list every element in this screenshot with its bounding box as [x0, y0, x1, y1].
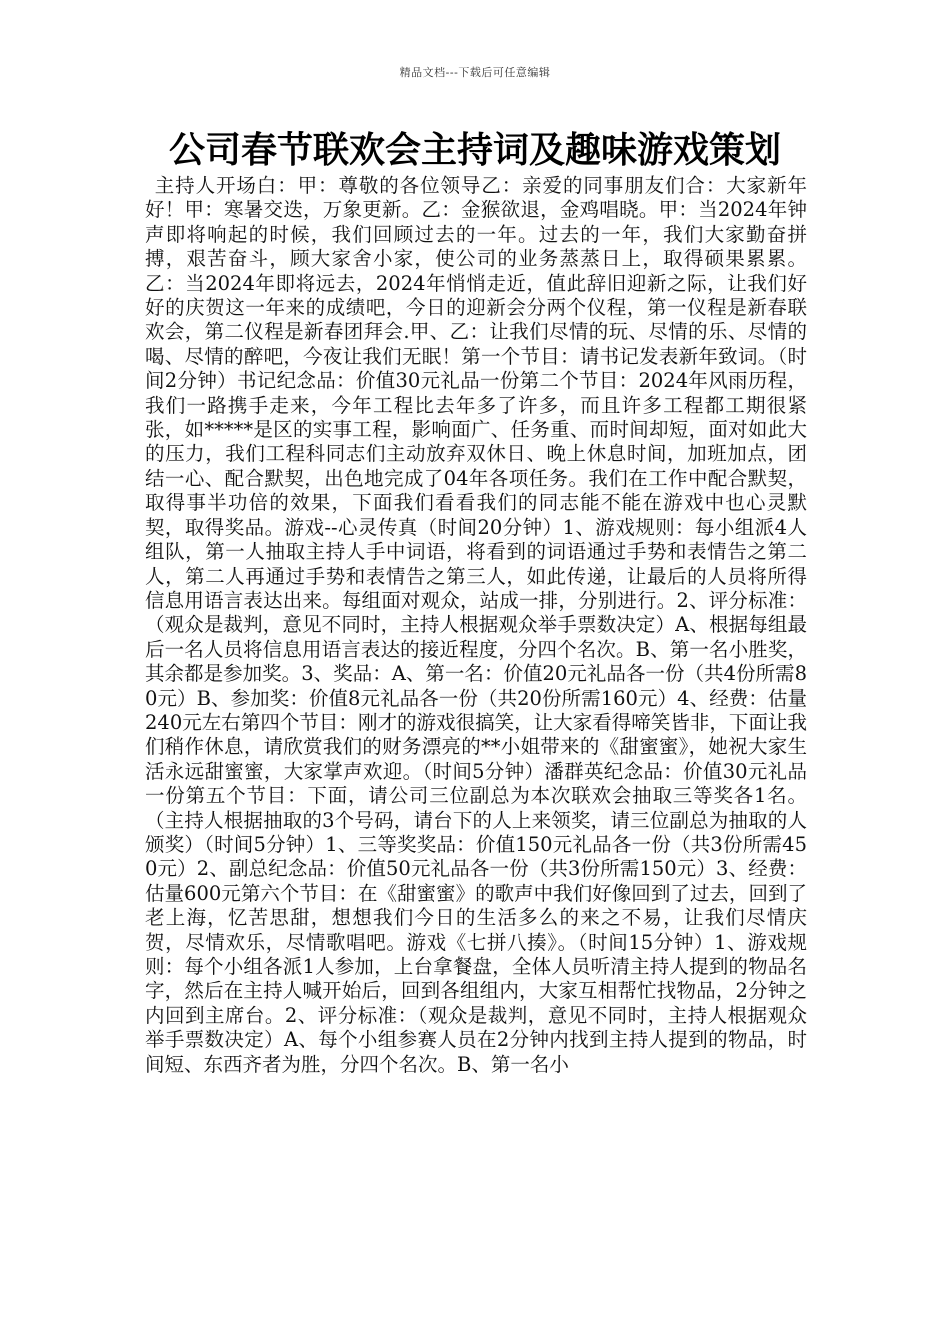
- header-note: 精品文档---下载后可任意编辑: [399, 66, 551, 79]
- document-title: 公司春节联欢会主持词及趣味游戏策划: [168, 130, 781, 171]
- document-body-text: 主持人开场白：甲：尊敬的各位领导乙：亲爱的同事朋友们合：大家新年好！甲：寒暑交迭，万象更新。乙：金猴欲退，金鸡唱晓。甲：当2024年钟声即将响起的时候，我们回顾过去的一年。过去的一年，我们大家勤奋拼搏，艰苦奋斗，顾大家舍小家，使公司的业务蒸蒸日上，取得硕果累累。乙：当2024年即将远去，2024年悄悄走近，值此辞旧迎新之际，让我们好好的庆贺这一年来的成绩吧，今日的迎新会分两个仪程，第一仪程是新春联欢会，第二仪程是新春团拜会.甲、乙：让我们尽情的玩、尽情的乐、尽情的喝、尽情的醉吧，今夜让我们无眠！第一个节目：请书记发表新年致词。（时间2分钟）书记纪念品：价值30元礼品一份第二个节目：2024年风雨历程，我们一路携手走来，今年工程比去年多了许多，而且许多工程都工期很紧张，如*****是区的实事工程，影响面广、任务重、而时间却短，面对如此大的压力，我们工程科同志们主动放弃双休日、晚上休息时间，加班加点，团结一心、配合默契，出色地完成了04年各项任务。我们在工作中配合默契，取得事半功倍的效果，下面我们看看我们的同志能不能在游戏中也心灵默契，取得奖品。游戏--心灵传真（时间20分钟）1、游戏规则：每小组派4人组队，第一人抽取主持人手中词语，将看到的词语通过手势和表情告之第二人，第二人再通过手势和表情告之第三人，如此传递，让最后的人员将所得信息用语言表达出来。每组面对观众，站成一排，分别进行。2、评分标准：（观众是裁判，意见不同时，主持人根据观众举手票数决定）A、根据每组最后一名人员将信息用语言表达的接近程度，分四个名次。B、第一名小胜奖，其余都是参加奖。3、奖品：A、第一名：价值20元礼品各一份（共4份所需80元）B、参加奖：价值8元礼品各一份（共20份所需160元）4、经费：估量240元左右第四个节目：刚才的游戏很搞笑，让大家看得啼笑皆非，下面让我们稍作休息，请欣赏我们的财务漂亮的**小姐带来的《甜蜜蜜》，她祝大家生活永远甜蜜蜜，大家掌声欢迎。（时间5分钟）潘群英纪念品：价值30元礼品一份第五个节目：下面，请公司三位副总为本次联欢会抽取三等奖各1名。（主持人根据抽取的3个号码，请台下的人上来领奖，请三位副总为抽取的人颁奖）（时间5分钟）1、三等奖奖品：价值150元礼品各一份（共3份所需450元）2、副总纪念品：价值50元礼品各一份（共3份所需150元）3、经费：估量600元第六个节目：在《甜蜜蜜》的歌声中我们好像回到了过去，回到了老上海，忆苦思甜，想想我们今日的生活多么的来之不易，让我们尽情庆贺，尽情欢乐，尽情歌唱吧。游戏《七拼八揍》。（时间15分钟）1、游戏规则：每个小组各派1人参加，上台拿餐盘，全体人员听清主持人提到的物品名字，然后在主持人喊开始后，回到各组组内，大家互相帮忙找物品，2分钟之内回到主席台。2、评分标准：（观众是裁判，意见不同时，主持人根据观众举手票数决定）A、每个小组参赛人员在2分钟内找到主持人提到的物品，时间短、东西齐者为胜，分四个名次。B、第一名小: [145, 174, 807, 1076]
